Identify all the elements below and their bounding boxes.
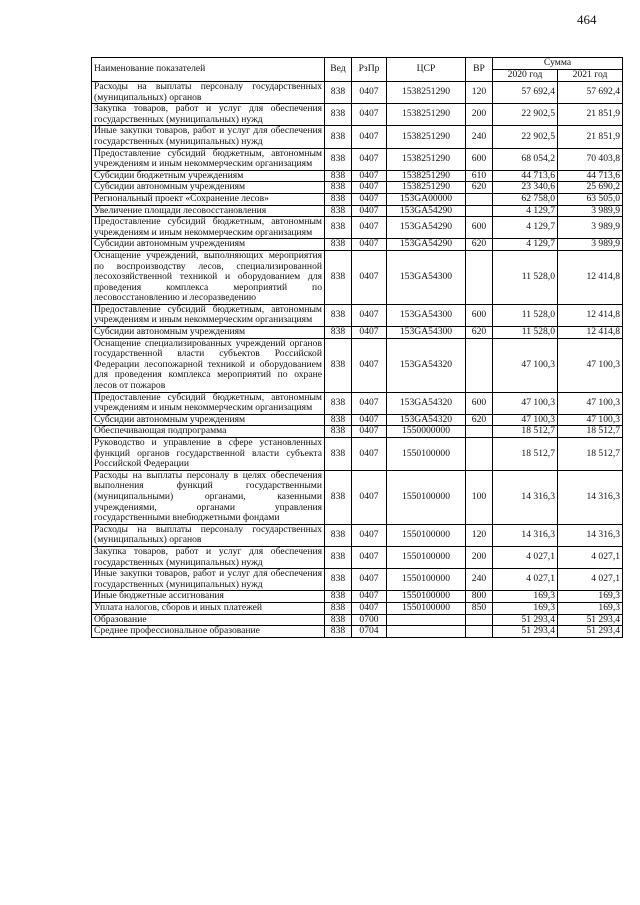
table-row xyxy=(92,470,623,524)
table-row xyxy=(92,182,623,194)
row-sum-2020: 4 027,1 xyxy=(493,569,558,591)
row-csr: 1538251290 xyxy=(387,126,466,148)
row-sum-2021: 12 414,8 xyxy=(558,250,623,304)
row-sum-2020: 22 902,5 xyxy=(493,126,558,148)
row-name: Расходы на выплаты персоналу государственных (муниципальных) органов xyxy=(92,524,325,546)
row-rzpr: 0407 xyxy=(352,126,387,148)
row-sum-2020: 14 316,3 xyxy=(493,524,558,546)
row-rzpr: 0407 xyxy=(352,338,387,392)
row-sum-2020: 11 528,0 xyxy=(493,304,558,326)
row-vr: 600 xyxy=(466,304,493,326)
row-vr: 240 xyxy=(466,126,493,148)
row-vr: 600 xyxy=(466,217,493,239)
row-vr: 120 xyxy=(466,524,493,546)
row-csr: 1538251290 xyxy=(387,170,466,182)
row-sum-2020: 169,3 xyxy=(493,591,558,603)
header-2020: 2020 год xyxy=(493,70,558,82)
row-rzpr: 0407 xyxy=(352,170,387,182)
row-ved: 838 xyxy=(325,470,352,524)
row-ved: 838 xyxy=(325,327,352,339)
row-sum-2021: 57 692,4 xyxy=(558,82,623,104)
row-rzpr: 0407 xyxy=(352,193,387,205)
row-name: Предоставление субсидий бюджетным, автономным учреждениям и иным некоммерческим организациям xyxy=(92,148,325,170)
row-sum-2020: 11 528,0 xyxy=(493,327,558,339)
row-vr xyxy=(466,626,493,638)
row-ved: 838 xyxy=(325,614,352,626)
table-row xyxy=(92,438,623,471)
row-rzpr: 0407 xyxy=(352,591,387,603)
row-ved: 838 xyxy=(325,438,352,471)
row-sum-2020: 51 293,4 xyxy=(493,614,558,626)
header-name: Наименование показателей xyxy=(92,58,325,82)
row-sum-2020: 18 512,7 xyxy=(493,438,558,471)
row-name: Образование xyxy=(92,614,325,626)
row-rzpr: 0407 xyxy=(352,182,387,194)
row-ved: 838 xyxy=(325,569,352,591)
header-summa: Сумма xyxy=(493,58,623,70)
row-vr: 620 xyxy=(466,414,493,426)
row-sum-2021: 18 512,7 xyxy=(558,426,623,438)
row-vr: 100 xyxy=(466,470,493,524)
row-vr xyxy=(466,205,493,217)
row-ved: 838 xyxy=(325,602,352,614)
row-name: Среднее профессиональное образование xyxy=(92,626,325,638)
page-number: 464 xyxy=(577,12,597,27)
row-vr: 620 xyxy=(466,239,493,251)
row-sum-2021: 25 690,2 xyxy=(558,182,623,194)
row-sum-2020: 47 100,3 xyxy=(493,338,558,392)
row-name: Увеличение площади лесовосстановления xyxy=(92,205,325,217)
row-csr: 1550000000 xyxy=(387,426,466,438)
table-row xyxy=(92,104,623,126)
row-sum-2020: 4 129,7 xyxy=(493,239,558,251)
row-vr: 600 xyxy=(466,148,493,170)
table-row xyxy=(92,392,623,414)
row-csr: 153GA00000 xyxy=(387,193,466,205)
row-sum-2020: 14 316,3 xyxy=(493,470,558,524)
row-sum-2020: 47 100,3 xyxy=(493,392,558,414)
row-ved: 838 xyxy=(325,414,352,426)
row-ved: 838 xyxy=(325,426,352,438)
row-sum-2021: 70 403,8 xyxy=(558,148,623,170)
row-rzpr: 0407 xyxy=(352,546,387,568)
row-name: Уплата налогов, сборов и иных платежей xyxy=(92,602,325,614)
row-vr xyxy=(466,250,493,304)
row-rzpr: 0407 xyxy=(352,82,387,104)
row-ved: 838 xyxy=(325,126,352,148)
row-sum-2021: 21 851,9 xyxy=(558,126,623,148)
row-name: Предоставление субсидий бюджетным, автономным учреждениям и иным некоммерческим организациям xyxy=(92,392,325,414)
row-vr xyxy=(466,338,493,392)
row-rzpr: 0407 xyxy=(352,250,387,304)
row-csr: 153GA54300 xyxy=(387,327,466,339)
row-rzpr: 0407 xyxy=(352,392,387,414)
table-row xyxy=(92,205,623,217)
row-ved: 838 xyxy=(325,392,352,414)
table-row xyxy=(92,338,623,392)
row-vr xyxy=(466,193,493,205)
row-csr: 1550100000 xyxy=(387,602,466,614)
row-csr: 1550100000 xyxy=(387,546,466,568)
row-name: Иные бюджетные ассигнования xyxy=(92,591,325,603)
table-row xyxy=(92,126,623,148)
row-csr: 153GA54300 xyxy=(387,250,466,304)
row-csr: 1550100000 xyxy=(387,569,466,591)
table-row xyxy=(92,591,623,603)
row-sum-2021: 18 512,7 xyxy=(558,438,623,471)
row-sum-2020: 62 758,0 xyxy=(493,193,558,205)
table-row xyxy=(92,193,623,205)
row-sum-2021: 169,3 xyxy=(558,602,623,614)
row-ved: 838 xyxy=(325,239,352,251)
row-name: Субсидии автономным учреждениям xyxy=(92,414,325,426)
row-name: Руководство и управление в сфере установленных функций органов государственной власти субъекта Российской Федерации xyxy=(92,438,325,471)
row-rzpr: 0407 xyxy=(352,524,387,546)
row-rzpr: 0407 xyxy=(352,239,387,251)
row-name: Предоставление субсидий бюджетным, автономным учреждениям и иным некоммерческим организациям xyxy=(92,217,325,239)
table-row xyxy=(92,426,623,438)
row-sum-2021: 4 027,1 xyxy=(558,569,623,591)
row-csr xyxy=(387,614,466,626)
row-sum-2020: 57 692,4 xyxy=(493,82,558,104)
row-sum-2021: 47 100,3 xyxy=(558,338,623,392)
row-vr: 600 xyxy=(466,392,493,414)
row-name: Закупка товаров, работ и услуг для обеспечения государственных (муниципальных) нужд xyxy=(92,546,325,568)
row-ved: 838 xyxy=(325,591,352,603)
table-row xyxy=(92,546,623,568)
row-ved: 838 xyxy=(325,546,352,568)
row-sum-2021: 51 293,4 xyxy=(558,614,623,626)
row-sum-2020: 44 713,6 xyxy=(493,170,558,182)
row-sum-2021: 3 989,9 xyxy=(558,205,623,217)
table-body xyxy=(92,82,623,638)
row-name: Оснащение специализированных учреждений органов государственной власти субъектов Российской Федерации лесопожарной техникой и оборудованием для проведения комплекса мероприятий по охране лесов от пожаров xyxy=(92,338,325,392)
row-csr: 1538251290 xyxy=(387,182,466,194)
row-csr: 1538251290 xyxy=(387,148,466,170)
row-rzpr: 0407 xyxy=(352,148,387,170)
row-sum-2021: 14 316,3 xyxy=(558,524,623,546)
table-row xyxy=(92,82,623,104)
row-vr: 620 xyxy=(466,182,493,194)
row-sum-2021: 3 989,9 xyxy=(558,239,623,251)
row-sum-2021: 12 414,8 xyxy=(558,304,623,326)
row-csr: 1538251290 xyxy=(387,104,466,126)
row-sum-2020: 22 902,5 xyxy=(493,104,558,126)
row-sum-2021: 12 414,8 xyxy=(558,327,623,339)
row-ved: 838 xyxy=(325,217,352,239)
row-vr: 200 xyxy=(466,546,493,568)
row-csr: 1550100000 xyxy=(387,591,466,603)
row-sum-2021: 44 713,6 xyxy=(558,170,623,182)
table-header xyxy=(92,58,623,82)
header-vr: ВР xyxy=(466,58,493,82)
row-rzpr: 0407 xyxy=(352,414,387,426)
row-csr: 1538251290 xyxy=(387,82,466,104)
row-sum-2020: 11 528,0 xyxy=(493,250,558,304)
row-ved: 838 xyxy=(325,250,352,304)
row-sum-2021: 4 027,1 xyxy=(558,546,623,568)
row-vr: 620 xyxy=(466,327,493,339)
row-rzpr: 0407 xyxy=(352,205,387,217)
row-sum-2020: 23 340,6 xyxy=(493,182,558,194)
header-ved: Вед xyxy=(325,58,352,82)
row-vr: 240 xyxy=(466,569,493,591)
row-csr: 153GA54290 xyxy=(387,239,466,251)
header-csr: ЦСР xyxy=(387,58,466,82)
row-sum-2021: 63 505,0 xyxy=(558,193,623,205)
table-row xyxy=(92,239,623,251)
row-csr: 153GA54320 xyxy=(387,414,466,426)
row-rzpr: 0407 xyxy=(352,426,387,438)
table-row xyxy=(92,569,623,591)
row-vr xyxy=(466,614,493,626)
row-sum-2020: 4 129,7 xyxy=(493,217,558,239)
row-rzpr: 0704 xyxy=(352,626,387,638)
table-row xyxy=(92,614,623,626)
table-row xyxy=(92,327,623,339)
row-sum-2021: 47 100,3 xyxy=(558,392,623,414)
row-csr: 153GA54290 xyxy=(387,217,466,239)
row-rzpr: 0700 xyxy=(352,614,387,626)
row-rzpr: 0407 xyxy=(352,602,387,614)
table-row xyxy=(92,304,623,326)
row-rzpr: 0407 xyxy=(352,438,387,471)
row-csr: 153GA54320 xyxy=(387,338,466,392)
table-row xyxy=(92,170,623,182)
row-rzpr: 0407 xyxy=(352,327,387,339)
row-sum-2021: 47 100,3 xyxy=(558,414,623,426)
row-rzpr: 0407 xyxy=(352,569,387,591)
row-vr: 800 xyxy=(466,591,493,603)
row-ved: 838 xyxy=(325,82,352,104)
row-csr: 1550100000 xyxy=(387,438,466,471)
row-sum-2020: 51 293,4 xyxy=(493,626,558,638)
row-csr: 1550100000 xyxy=(387,524,466,546)
budget-table xyxy=(91,57,623,638)
row-csr: 153GA54300 xyxy=(387,304,466,326)
row-ved: 838 xyxy=(325,338,352,392)
row-sum-2021: 21 851,9 xyxy=(558,104,623,126)
row-name: Субсидии автономным учреждениям xyxy=(92,327,325,339)
row-vr: 120 xyxy=(466,82,493,104)
header-rzpr: РзПр xyxy=(352,58,387,82)
row-name: Оснащение учреждений, выполняющих мероприятия по воспроизводству лесов, специализированной лесохозяйственной техникой и оборудованием для проведения комплекса мероприятий по лесовосстановлению и лесоразведению xyxy=(92,250,325,304)
row-sum-2020: 4 027,1 xyxy=(493,546,558,568)
row-sum-2020: 169,3 xyxy=(493,602,558,614)
row-name: Обеспечивающая подпрограмма xyxy=(92,426,325,438)
table-row xyxy=(92,217,623,239)
table-row xyxy=(92,626,623,638)
row-vr xyxy=(466,426,493,438)
row-vr: 200 xyxy=(466,104,493,126)
row-ved: 838 xyxy=(325,104,352,126)
row-csr: 153GA54320 xyxy=(387,392,466,414)
row-name: Региональный проект «Сохранение лесов» xyxy=(92,193,325,205)
table-row xyxy=(92,602,623,614)
row-ved: 838 xyxy=(325,304,352,326)
row-sum-2020: 47 100,3 xyxy=(493,414,558,426)
row-name: Субсидии автономным учреждениям xyxy=(92,182,325,194)
row-name: Иные закупки товаров, работ и услуг для обеспечения государственных (муниципальных) нужд xyxy=(92,126,325,148)
row-sum-2021: 3 989,9 xyxy=(558,217,623,239)
row-sum-2021: 51 293,4 xyxy=(558,626,623,638)
table-row xyxy=(92,414,623,426)
header-2021: 2021 год xyxy=(558,70,623,82)
row-name: Предоставление субсидий бюджетным, автономным учреждениям и иным некоммерческим организациям xyxy=(92,304,325,326)
row-csr: 153GA54290 xyxy=(387,205,466,217)
row-vr: 610 xyxy=(466,170,493,182)
row-rzpr: 0407 xyxy=(352,304,387,326)
row-name: Расходы на выплаты персоналу государственных (муниципальных) органов xyxy=(92,82,325,104)
row-ved: 838 xyxy=(325,524,352,546)
row-csr: 1550100000 xyxy=(387,470,466,524)
row-rzpr: 0407 xyxy=(352,217,387,239)
row-vr: 850 xyxy=(466,602,493,614)
table-row xyxy=(92,524,623,546)
row-name: Закупка товаров, работ и услуг для обеспечения государственных (муниципальных) нужд xyxy=(92,104,325,126)
row-name: Субсидии автономным учреждениям xyxy=(92,239,325,251)
row-rzpr: 0407 xyxy=(352,104,387,126)
row-ved: 838 xyxy=(325,193,352,205)
row-sum-2021: 169,3 xyxy=(558,591,623,603)
row-ved: 838 xyxy=(325,148,352,170)
row-rzpr: 0407 xyxy=(352,470,387,524)
row-sum-2020: 4 129,7 xyxy=(493,205,558,217)
row-sum-2020: 18 512,7 xyxy=(493,426,558,438)
row-name: Иные закупки товаров, работ и услуг для обеспечения государственных (муниципальных) нужд xyxy=(92,569,325,591)
row-ved: 838 xyxy=(325,205,352,217)
row-sum-2020: 68 054,2 xyxy=(493,148,558,170)
table-row xyxy=(92,148,623,170)
row-name: Субсидии бюджетным учреждениям xyxy=(92,170,325,182)
row-csr xyxy=(387,626,466,638)
row-name: Расходы на выплаты персоналу в целях обеспечения выполнения функций государственными (муниципальными) органами, казенными учреждениями, органами управления государственными внебюджетными фондами xyxy=(92,470,325,524)
table-row xyxy=(92,250,623,304)
row-vr xyxy=(466,438,493,471)
row-ved: 838 xyxy=(325,170,352,182)
row-ved: 838 xyxy=(325,182,352,194)
row-ved: 838 xyxy=(325,626,352,638)
row-sum-2021: 14 316,3 xyxy=(558,470,623,524)
